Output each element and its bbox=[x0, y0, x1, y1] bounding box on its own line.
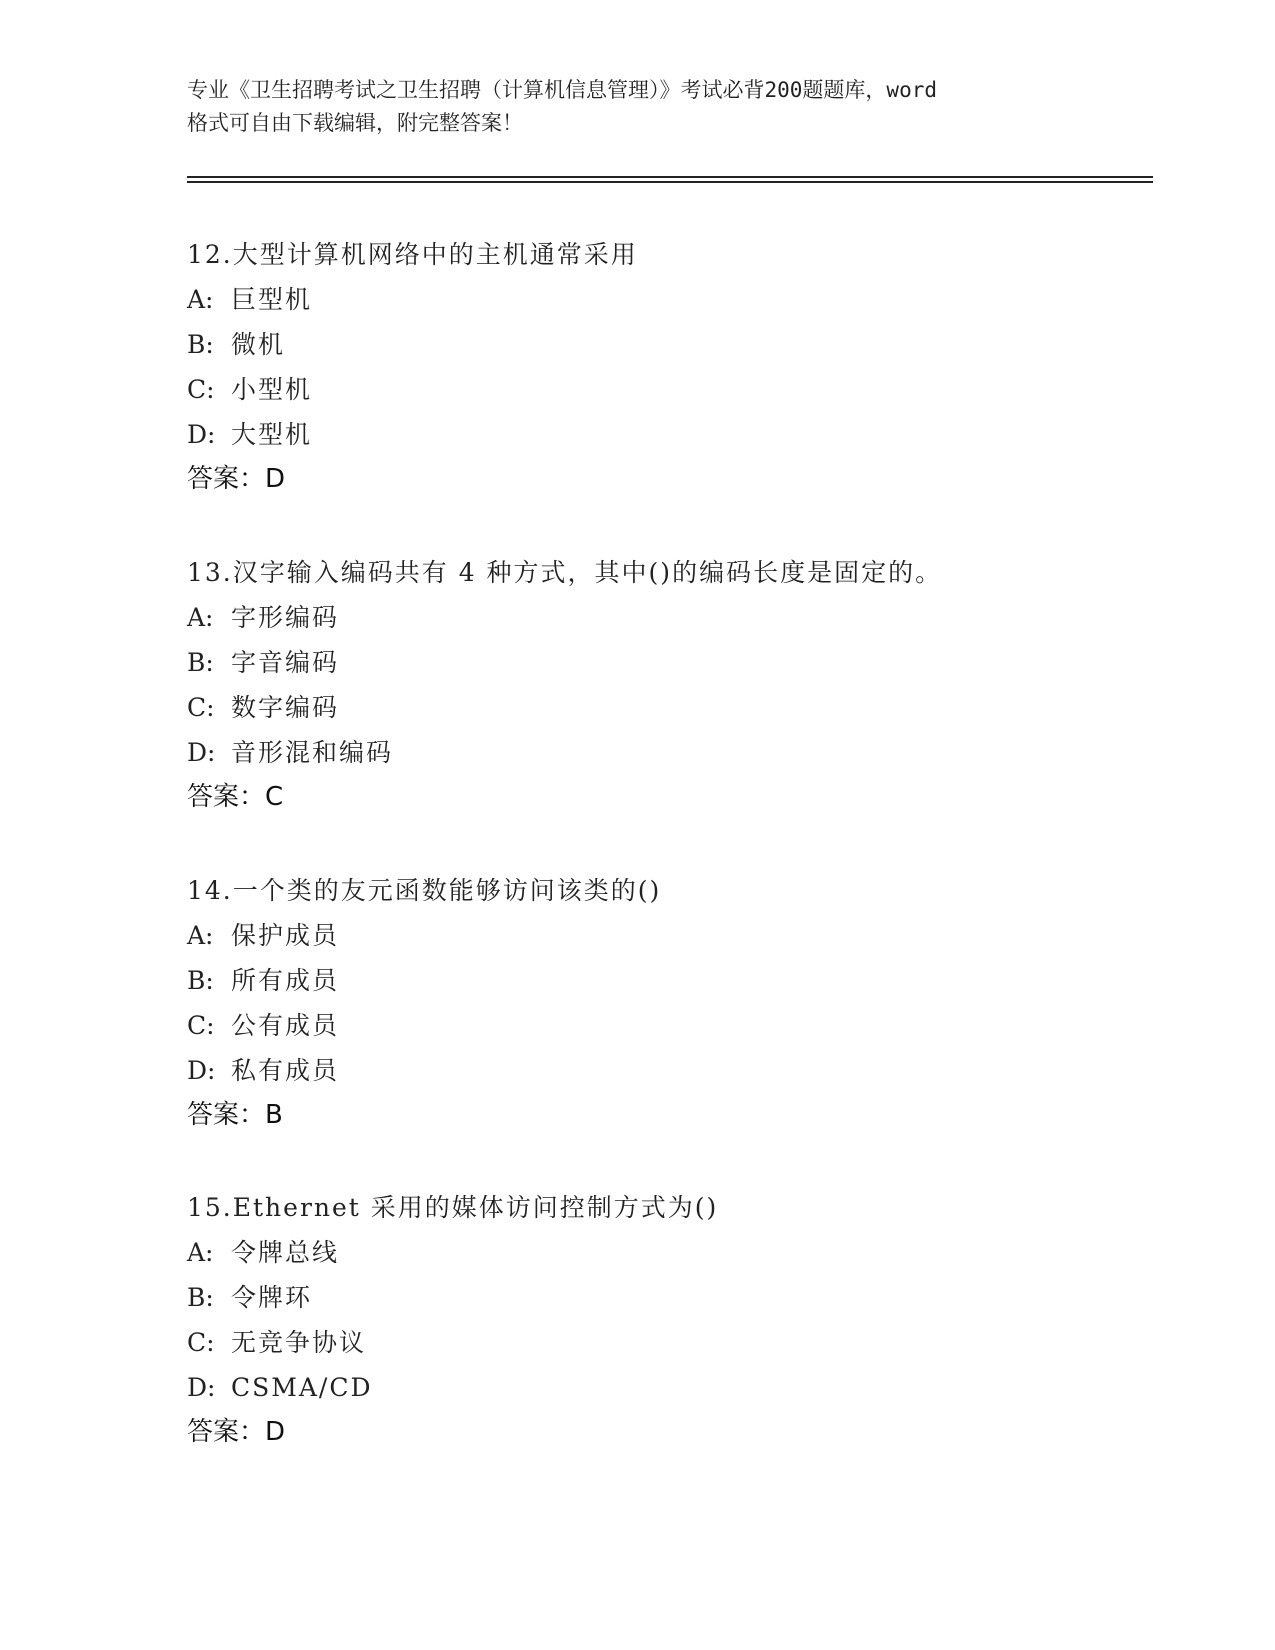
option-text: 小型机 bbox=[231, 375, 313, 404]
option-text: 无竞争协议 bbox=[231, 1328, 367, 1357]
question-13 bbox=[187, 550, 942, 820]
question-15 bbox=[187, 1185, 718, 1455]
option-letter: C: bbox=[187, 1011, 215, 1040]
option-b bbox=[187, 322, 638, 367]
option-letter: D: bbox=[187, 420, 216, 449]
option-text: 令牌总线 bbox=[231, 1238, 340, 1267]
option-letter: D: bbox=[187, 738, 216, 767]
header-divider-top bbox=[187, 176, 1153, 178]
question-title: 12.大型计算机网络中的主机通常采用 bbox=[187, 240, 638, 269]
header-line-2: 格式可自由下载编辑，附完整答案！ bbox=[187, 111, 523, 135]
option-c bbox=[187, 1003, 661, 1048]
question-14 bbox=[187, 868, 661, 1138]
option-d bbox=[187, 1365, 718, 1410]
answer-line: 答案：C bbox=[187, 782, 284, 812]
option-text: 公有成员 bbox=[231, 1011, 340, 1040]
option-text: 令牌环 bbox=[231, 1283, 313, 1312]
option-text: 巨型机 bbox=[231, 285, 313, 314]
question-title: 14.一个类的友元函数能够访问该类的() bbox=[187, 876, 662, 905]
option-letter: B: bbox=[187, 1283, 214, 1312]
option-text: 微机 bbox=[231, 330, 286, 359]
question-12 bbox=[187, 232, 638, 502]
option-text: CSMA/CD bbox=[231, 1373, 373, 1402]
option-text: 字音编码 bbox=[231, 648, 340, 677]
question-title: 15.Ethernet 采用的媒体访问控制方式为() bbox=[187, 1193, 719, 1222]
option-letter: B: bbox=[187, 648, 214, 677]
option-letter: D: bbox=[187, 1373, 216, 1402]
option-text: 所有成员 bbox=[231, 966, 340, 995]
option-d bbox=[187, 730, 942, 775]
option-a bbox=[187, 1230, 718, 1275]
option-letter: A: bbox=[187, 921, 214, 950]
option-text: 音形混和编码 bbox=[231, 738, 394, 767]
document-header bbox=[187, 74, 1087, 140]
option-text: 私有成员 bbox=[231, 1056, 340, 1085]
option-c bbox=[187, 367, 638, 412]
answer-line: 答案：D bbox=[187, 1417, 286, 1447]
option-c bbox=[187, 1320, 718, 1365]
option-b bbox=[187, 640, 942, 685]
option-d bbox=[187, 412, 638, 457]
option-letter: C: bbox=[187, 1328, 215, 1357]
option-letter: D: bbox=[187, 1056, 216, 1085]
option-a bbox=[187, 595, 942, 640]
option-text: 大型机 bbox=[231, 420, 313, 449]
option-c bbox=[187, 685, 942, 730]
option-text: 数字编码 bbox=[231, 693, 340, 722]
option-text: 保护成员 bbox=[231, 921, 340, 950]
option-letter: A: bbox=[187, 285, 214, 314]
answer-line: 答案：B bbox=[187, 1100, 283, 1130]
option-letter: C: bbox=[187, 375, 215, 404]
answer-line: 答案：D bbox=[187, 464, 286, 494]
option-b bbox=[187, 958, 661, 1003]
question-title: 13.汉字输入编码共有 4 种方式，其中()的编码长度是固定的。 bbox=[187, 558, 943, 587]
option-b bbox=[187, 1275, 718, 1320]
option-a bbox=[187, 277, 638, 322]
option-d bbox=[187, 1048, 661, 1093]
option-letter: A: bbox=[187, 1238, 214, 1267]
option-letter: B: bbox=[187, 966, 214, 995]
option-letter: A: bbox=[187, 603, 214, 632]
header-line-1: 专业《卫生招聘考试之卫生招聘（计算机信息管理）》考试必背200题题库，word bbox=[187, 78, 937, 102]
header-divider-bottom bbox=[187, 181, 1153, 183]
option-text: 字形编码 bbox=[231, 603, 340, 632]
option-letter: B: bbox=[187, 330, 214, 359]
option-a bbox=[187, 913, 661, 958]
option-letter: C: bbox=[187, 693, 215, 722]
